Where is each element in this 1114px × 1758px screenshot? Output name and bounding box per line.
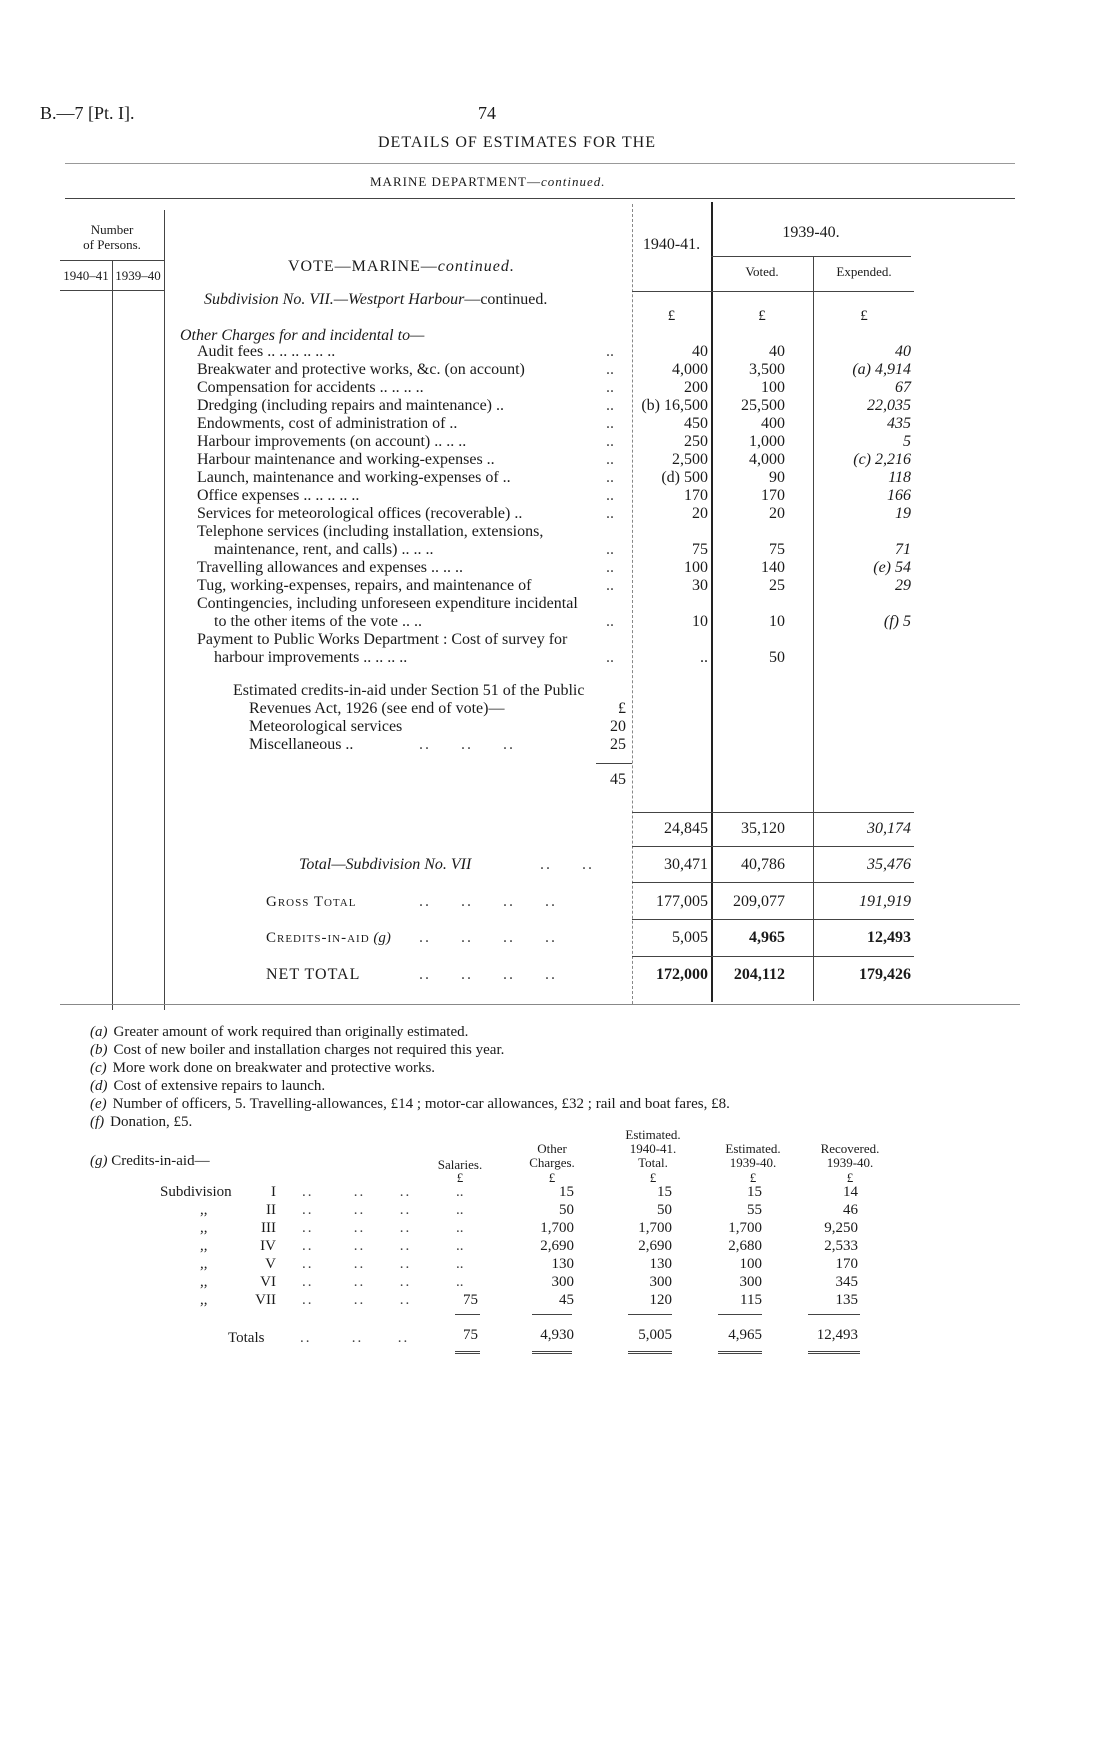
cia-subdivision-label: Subdivision [160,1184,232,1200]
cia-roman: II [266,1202,276,1218]
net-total-1940: 172,000 [656,966,708,983]
total-subdivision-voted: 40,786 [741,856,785,873]
header-rule [65,163,1015,164]
persons-bottom-rule [60,290,164,291]
cia-totals-label: Totals [228,1330,265,1346]
footnote-text: Cost of new boiler and installation charges not required this year. [113,1042,505,1058]
footnote-mark: (f) [90,1114,105,1130]
cia-ditto: ,, [200,1220,208,1236]
cia-pound-other: £ [548,1170,556,1185]
pound-expended: £ [860,308,868,324]
row-value-expended: 435 [887,415,911,432]
row-dots: .. [606,577,614,594]
cia-other: 300 [551,1274,574,1290]
pound-voted: £ [758,308,766,324]
cia-est39: 55 [747,1202,762,1218]
row-label: Travelling allowances and expenses .. .. .. [197,559,464,576]
voted-header: Voted. [745,264,779,279]
net-total-label: NET TOTAL [266,966,361,983]
cia-rule-other [532,1314,572,1315]
cia-other: 50 [559,1202,574,1218]
cia-recovered: 46 [843,1202,858,1218]
net-total-dots: .. .. .. .. [419,966,557,983]
row-label: Launch, maintenance and working-expenses of .. [197,469,511,486]
row-dots: .. [606,433,614,450]
cia-ditto: ,, [200,1256,208,1272]
cia-dbl-rec [808,1351,860,1354]
persons-divider [164,210,165,1010]
row-label: Tug, working-expenses, repairs, and maintenance of [197,577,532,594]
cia-dots: .. .. .. [302,1184,412,1200]
table-bottom-rule [60,1004,1020,1005]
footnote [90,1096,730,1113]
footnote-text: More work done on breakwater and protective works. [112,1060,436,1076]
cia-ditto: ,, [200,1274,208,1290]
cia-roman: I [271,1184,276,1200]
row-value-voted: 3,500 [749,361,785,378]
row-label: Dredging (including repairs and maintenance) .. [197,397,504,414]
credits-estimate-line1: Estimated credits-in-aid under Section 51 of the Public [233,682,585,699]
footnote-mark: (e) [90,1096,107,1112]
footnote [90,1024,468,1041]
cia-recovered: 9,250 [824,1220,858,1236]
row-value-voted: 400 [761,415,785,432]
cia-est-header: Estimated. 1940-41. Total. [625,1127,681,1170]
persons-header: Number of Persons. [83,222,141,252]
row-dots: .. [606,505,614,522]
cia-recovered: 170 [835,1256,858,1272]
row-label: Harbour improvements (on account) .. .. .. [197,433,467,450]
net-total-voted: 204,112 [733,966,785,983]
page-number: 74 [478,103,496,123]
row-value-1940: (d) 500 [661,469,708,486]
cia-pound-sal: £ [456,1170,464,1185]
footnote-mark: (d) [90,1078,108,1094]
row-value-1940: 30 [692,577,708,594]
credits-in-aid-rule [632,956,914,957]
row-label: maintenance, rent, and calls) .. .. .. [214,541,434,558]
row-dots: .. [606,343,614,360]
row-value-1940: 20 [692,505,708,522]
row-dots: .. [606,469,614,486]
cia-totals-dots: .. .. .. [300,1330,410,1346]
cia-ditto: ,, [200,1238,208,1254]
row-label: Audit fees .. .. .. .. .. .. [197,343,336,360]
gross-total-label: Gross Total [266,894,357,910]
row-value-expended: 71 [895,541,911,558]
cia-est39: 300 [739,1274,762,1290]
cia-salaries-dots: .. [456,1256,464,1272]
cia-recovered: 345 [835,1274,858,1290]
row-dots: .. [606,451,614,468]
cia-total-sal: 75 [463,1327,478,1343]
footnote [90,1060,435,1077]
row-label: Breakwater and protective works, &c. (on account) [197,361,525,378]
persons-subdivider [112,260,113,1010]
row-value-1940: 40 [692,343,708,360]
cia-salaries-dots: .. [456,1202,464,1218]
row-value-1940: 170 [684,487,708,504]
row-dots: .. [606,559,614,576]
cia-other: 1,700 [540,1220,574,1236]
table-top-rule [65,198,1015,199]
subtotal-expended: 30,174 [867,820,911,837]
cia-est: 130 [649,1256,672,1272]
row-value-voted: 25,500 [741,397,785,414]
row-dots: .. [606,415,614,432]
credits-sum-rule [596,763,632,764]
miscellaneous-value: 25 [610,736,626,753]
gross-total-dots: .. .. .. .. [419,893,557,910]
cia-recovered: 14 [843,1184,858,1200]
footnote-text: Cost of extensive repairs to launch. [113,1078,326,1094]
cia-est39-header: Estimated. 1939-40. [725,1141,781,1170]
cia-total-est: 5,005 [638,1327,672,1343]
credits-in-aid-label: Credits-in-aid (g) [266,930,391,946]
row-dots: .. [606,487,614,504]
cia-dots: .. .. .. [302,1238,412,1254]
row-value-voted: 140 [761,559,785,576]
gross-total-rule [632,919,914,920]
cia-est: 15 [657,1184,672,1200]
cia-other: 45 [559,1292,574,1308]
other-charges-heading: Other Charges for and incidental to— [180,327,425,344]
subtotal-voted: 35,120 [741,820,785,837]
persons-1939-header: 1939–40 [115,268,161,283]
row-value-expended: (f) 5 [883,613,911,630]
cia-ditto: ,, [200,1292,208,1308]
row-value-expended: 118 [888,469,911,486]
expended-header: Expended. [836,264,892,279]
credits-pound: £ [618,700,626,717]
row-value-expended: 19 [895,505,911,522]
row-label: Telephone services (including installation, extensions, [197,523,544,540]
persons-subrule [60,260,164,261]
total-subdivision-expended: 35,476 [867,856,911,873]
cia-est: 1,700 [638,1220,672,1236]
row-value-expended: 166 [887,487,911,504]
footnote-text: Donation, £5. [110,1114,193,1130]
row-value-voted: 100 [761,379,785,396]
cia-salaries-header: Salaries. [437,1157,483,1172]
cia-pound-est39: £ [749,1170,757,1185]
cia-est39: 100 [739,1256,762,1272]
col-1940-header: 1940-41. [642,236,701,253]
row-label: to the other items of the vote .. .. [214,613,422,630]
row-value-voted: 40 [769,343,785,360]
cia-roman: III [261,1220,276,1236]
total-subdivision-rule [632,882,914,883]
row-value-voted: 10 [769,613,785,630]
cia-est: 120 [649,1292,672,1308]
cia-pound-rec: £ [846,1170,854,1185]
cia-dots: .. .. .. [302,1256,412,1272]
cia-est39: 115 [740,1292,762,1308]
row-value-voted: 170 [761,487,785,504]
footnote-text: Number of officers, 5. Travelling-allowances, £14 ; motor-car allowances, £32 ; rail and boat fares, £8. [112,1096,730,1112]
cia-salaries-dots: .. [456,1274,464,1290]
cia-total-other: 4,930 [540,1327,574,1343]
row-value-expended: 22,035 [867,397,911,414]
cia-dots: .. .. .. [302,1292,412,1308]
head-bottom-rule [632,291,914,292]
footnote-mark: (b) [90,1042,108,1058]
row-label: Office expenses .. .. .. .. .. [197,487,360,504]
persons-1940-header: 1940–41 [63,268,109,283]
row-dots: .. [606,379,614,396]
row-label: Endowments, cost of administration of .. [197,415,458,432]
department-heading: MARINE DEPARTMENT—continued. [370,174,606,189]
total-subdivision-label: Total—Subdivision No. VII [299,856,472,873]
row-value-1940: 10 [692,613,708,630]
cia-roman: V [265,1256,276,1272]
row-dots: .. [606,649,614,666]
cia-salaries-dots: .. [456,1184,464,1200]
row-value-1940: 2,500 [672,451,708,468]
cia-rule-est39 [718,1314,762,1315]
year-subrule [711,256,911,257]
pound-1940: £ [667,308,676,324]
cia-total-rec: 12,493 [816,1327,858,1343]
row-value-1940: .. [700,649,708,666]
row-value-voted: 90 [769,469,785,486]
cia-other: 2,690 [540,1238,574,1254]
credits-total: 45 [610,771,626,788]
row-value-expended: (c) 2,216 [853,451,911,468]
cia-roman: VII [255,1292,276,1308]
cia-other-header: Other Charges. [529,1141,575,1170]
footnote-text: Greater amount of work required than originally estimated. [113,1024,469,1040]
cia-salaries: 75 [463,1292,478,1308]
gross-total-1940: 177,005 [656,893,708,910]
row-label: Harbour maintenance and working-expenses .. [197,451,495,468]
cia-roman: IV [260,1238,276,1254]
miscellaneous-label: Miscellaneous .. [249,736,354,753]
row-value-1940: 4,000 [672,361,708,378]
row-value-voted: 25 [769,577,785,594]
cia-dbl-est [628,1351,672,1354]
meteorological-value: 20 [610,718,626,735]
cia-roman: VI [260,1274,276,1290]
credits-estimate-line2: Revenues Act, 1926 (see end of vote)— [249,700,505,717]
cia-dots: .. .. .. [302,1220,412,1236]
row-value-1940: 75 [692,541,708,558]
cia-dbl-est39 [718,1351,762,1354]
row-value-expended: 67 [895,379,911,396]
row-value-expended: 5 [903,433,911,450]
net-total-expended: 179,426 [859,966,911,983]
row-label: Payment to Public Works Department : Cost of survey for [197,631,568,648]
credits-in-aid-voted: 4,965 [749,929,785,946]
cia-dots: .. .. .. [302,1274,412,1290]
row-label: harbour improvements .. .. .. .. [214,649,408,666]
cia-est: 300 [649,1274,672,1290]
row-label: Services for meteorological offices (recoverable) .. [197,505,523,522]
row-value-voted: 50 [769,649,785,666]
cia-rule-est [628,1314,672,1315]
footnote [90,1042,504,1059]
cia-other: 15 [559,1184,574,1200]
cia-salaries-dots: .. [456,1220,464,1236]
row-value-voted: 75 [769,541,785,558]
cia-total-est39: 4,965 [728,1327,762,1343]
document-reference: B.—7 [Pt. I]. [40,103,135,123]
cia-ditto: ,, [200,1202,208,1218]
total-subdivision-dots: .. .. [540,856,594,873]
cia-est39: 1,700 [728,1220,762,1236]
row-label: Compensation for accidents .. .. .. .. [197,379,424,396]
cia-dbl-sal [455,1351,480,1354]
row-value-1940: 450 [684,415,708,432]
row-value-voted: 4,000 [749,451,785,468]
row-dots: .. [606,613,614,630]
row-label: Contingencies, including unforeseen expenditure incidental [197,595,578,612]
gross-total-expended: 191,919 [859,893,911,910]
total-subdivision-1940: 30,471 [664,856,708,873]
row-value-1940: (b) 16,500 [641,397,708,414]
row-value-1940: 200 [684,379,708,396]
subtotal-rule [632,812,914,813]
row-value-1940: 250 [684,433,708,450]
credits-in-aid-expended: 12,493 [867,929,911,946]
cia-rule-rec [808,1314,860,1315]
footnote-mark: (c) [90,1060,107,1076]
footnote [90,1114,192,1131]
cia-recovered: 2,533 [824,1238,858,1254]
cia-recovered-header: Recovered. 1939-40. [820,1141,880,1170]
row-dots: .. [606,397,614,414]
meteorological-label: Meteorological services [249,718,403,735]
gross-total-voted: 209,077 [733,893,785,910]
footnote-mark: (a) [90,1024,108,1040]
subdivision-heading: Subdivision No. VII.—Westport Harbour—continued. [204,291,548,308]
cia-recovered: 135 [835,1292,858,1308]
col-1939-header: 1939-40. [782,224,840,241]
cia-other: 130 [551,1256,574,1272]
credits-in-aid-dots: .. .. .. .. [419,929,557,946]
subtotal-bottom-rule [632,846,914,847]
row-value-expended: 29 [895,577,911,594]
cia-salaries-dots: .. [456,1238,464,1254]
subtotal-1940: 24,845 [664,820,708,837]
page-title: DETAILS OF ESTIMATES FOR THE [378,134,656,151]
cia-est: 2,690 [638,1238,672,1254]
vote-heading: VOTE—MARINE—continued. [288,258,515,275]
row-dots: .. [606,361,614,378]
cia-dbl-other [532,1351,572,1354]
credits-in-aid-1940: 5,005 [672,929,708,946]
row-dots: .. [606,541,614,558]
miscellaneous-dots: .. .. .. [419,736,515,753]
cia-est: 50 [657,1202,672,1218]
cia-dots: .. .. .. [302,1202,412,1218]
row-value-expended: 40 [895,343,911,360]
row-value-1940: 100 [684,559,708,576]
row-value-voted: 20 [769,505,785,522]
row-value-voted: 1,000 [749,433,785,450]
row-value-expended: (a) 4,914 [852,361,911,378]
cia-rule-sal [455,1314,480,1315]
footnote [90,1078,325,1095]
cia-pound-est: £ [649,1170,657,1185]
cia-est39: 15 [747,1184,762,1200]
row-value-expended: (e) 54 [873,559,911,576]
cia-title: (g) Credits-in-aid— [90,1153,210,1169]
cia-est39: 2,680 [728,1238,762,1254]
